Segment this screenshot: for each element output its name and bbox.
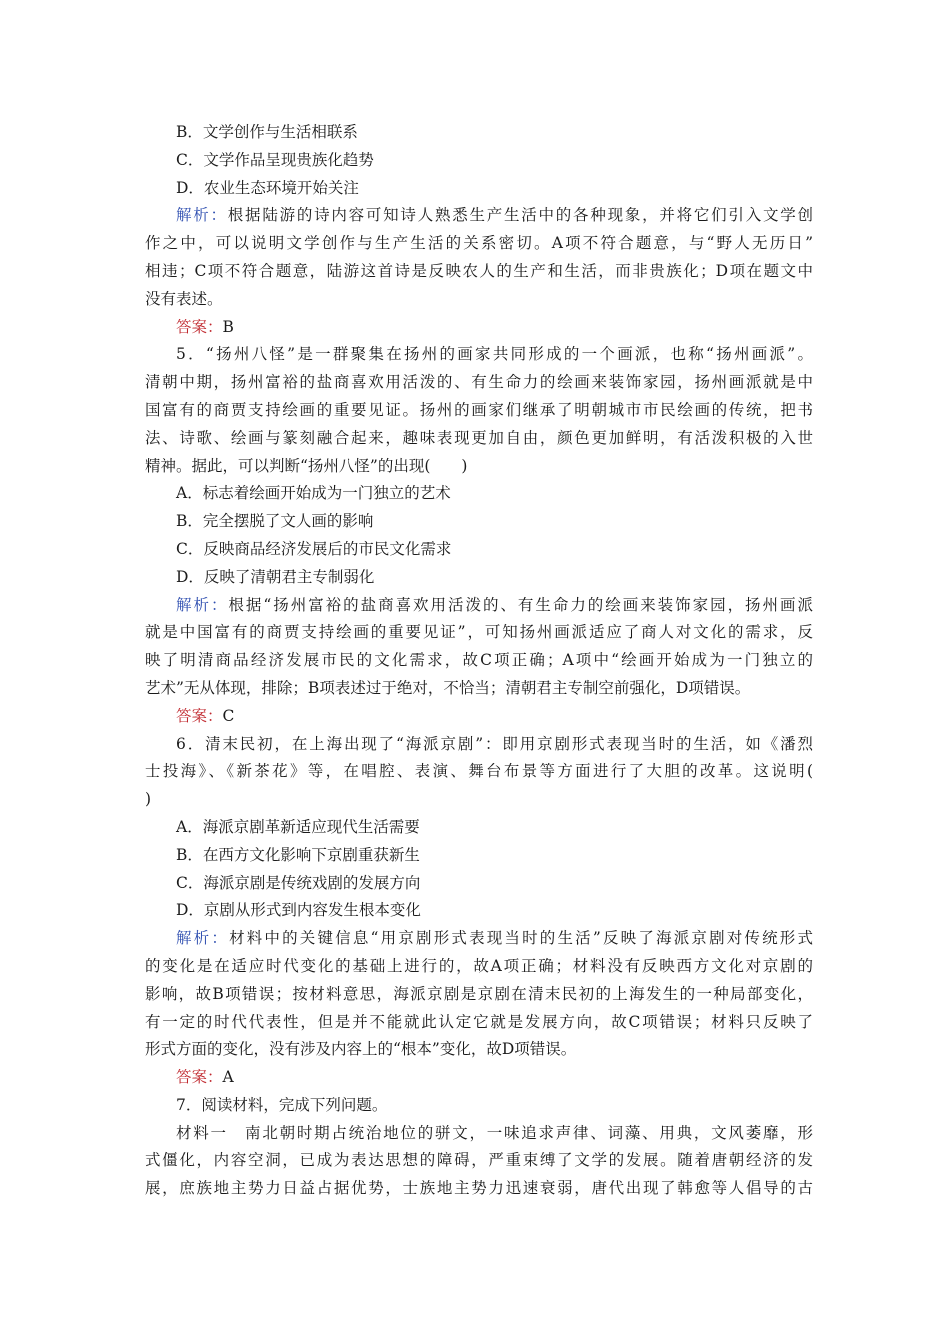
answer-label: 答案： bbox=[176, 706, 223, 725]
answer-label: 答案： bbox=[176, 1068, 223, 1087]
q4-option-b: B．文学创作与生活相联系 bbox=[176, 123, 358, 141]
analysis-label: 解析： bbox=[176, 595, 229, 614]
q5-analysis-line: 映了明清商品经济发展市民的文化需求，故C项正确；A项中“绘画开始成为一门独立的 bbox=[145, 651, 813, 670]
q6-answer bbox=[145, 1064, 813, 1092]
q6-analysis-line: 形式方面的变化，没有涉及内容上的“根本”变化，故D项错误。 bbox=[145, 1040, 577, 1059]
answer-value: A bbox=[222, 1068, 234, 1087]
q6-stem-line: 士投海》、《新茶花》等，在唱腔、表演、舞台布景等方面进行了大胆的改革。这说明( bbox=[145, 762, 813, 781]
q5-option-b: B．完全摆脱了文人画的影响 bbox=[176, 512, 374, 531]
q6-stem-line: ) bbox=[145, 790, 152, 809]
q5-stem-line: 法、诗歌、绘画与篆刻融合起来，趣味表现更加自由，颜色更加鲜明，有活泼积极的入世 bbox=[145, 428, 813, 447]
q4-analysis-line: 没有表述。 bbox=[145, 289, 223, 308]
q6-option-a: A．海派京剧革新适应现代生活需要 bbox=[176, 817, 420, 836]
q5-stem-line: 精神。据此，可以判断“扬州八怪”的出现( ) bbox=[145, 456, 468, 475]
answer-value: B bbox=[222, 317, 234, 336]
q5-answer bbox=[145, 703, 813, 731]
page-content bbox=[145, 119, 813, 1203]
q6-analysis-line: 的变化是在适应时代变化的基础上进行的，故A项正确；材料没有反映西方文化对京剧的 bbox=[145, 956, 813, 975]
q6-stem-line: 6．清末民初，在上海出现了“海派京剧”：即用京剧形式表现当时的生活，如《潘烈 bbox=[176, 734, 813, 753]
q5-option-a: A．标志着绘画开始成为一门独立的艺术 bbox=[176, 484, 451, 503]
analysis-label: 解析： bbox=[176, 206, 228, 225]
q5-stem-line: 5．“扬州八怪”是一群聚集在扬州的画家共同形成的一个画派，也称“扬州画派”。 bbox=[176, 345, 813, 364]
analysis-label: 解析： bbox=[176, 929, 230, 948]
q6-analysis-line: 有一定的时代代表性，但是并不能就此认定它就是发展方向，故C项错误；材料只反映了 bbox=[145, 1012, 813, 1031]
q5-stem-line: 清朝中期，扬州富裕的盐商喜欢用活泼的、有生命力的绘画来装饰家园，扬州画派就是中 bbox=[145, 373, 813, 392]
q4-option-c: C．文学作品呈现贵族化趋势 bbox=[176, 150, 374, 169]
q4-analysis-line: 作之中，可以说明文学创作与生产生活的关系密切。A项不符合题意，与“野人无历日” bbox=[145, 234, 813, 253]
q5-stem-line: 国富有的商贾支持绘画的重要见证。扬州的画家们继承了明朝城市市民绘画的传统，把书 bbox=[145, 400, 813, 419]
q7-material-line: 展，庶族地主势力日益占据优势，士族地主势力迅速衰弱，唐代出现了韩愈等人倡导的古 bbox=[145, 1179, 813, 1198]
q6-analysis-line: 影响，故B项错误；按材料意思，海派京剧是京剧在清末民初的上海发生的一种局部变化， bbox=[145, 984, 813, 1003]
q5-analysis-line: 解析：根据“扬州富裕的盐商喜欢用活泼的、有生命力的绘画来装饰家园，扬州画派 bbox=[176, 595, 813, 614]
answer-label: 答案： bbox=[176, 317, 223, 336]
q4-option-d: D．农业生态环境开始关注 bbox=[176, 178, 359, 197]
q5-analysis-line: 艺术”无从体现，排除；B项表述过于绝对，不恰当；清朝君主专制空前强化，D项错误。 bbox=[145, 678, 751, 697]
q7-stem: 7．阅读材料，完成下列问题。 bbox=[176, 1095, 388, 1114]
q4-answer bbox=[145, 314, 813, 342]
q4-analysis-line: 解析：根据陆游的诗内容可知诗人熟悉生产生活中的各种现象，并将它们引入文学创 bbox=[176, 206, 813, 225]
q5-analysis-line: 就是中国富有的商贾支持绘画的重要见证”，可知扬州画派适应了商人对文化的需求，反 bbox=[145, 623, 813, 642]
q6-analysis-line: 解析：材料中的关键信息“用京剧形式表现当时的生活”反映了海派京剧对传统形式 bbox=[176, 929, 813, 948]
q7-material-line: 材料一 南北朝时期占统治地位的骈文，一味追求声律、词藻、用典，文风萎靡，形 bbox=[176, 1123, 813, 1142]
q7-material-line: 式僵化，内容空洞，已成为表达思想的障碍，严重束缚了文学的发展。随着唐朝经济的发 bbox=[145, 1151, 813, 1170]
answer-value: C bbox=[222, 706, 235, 725]
q5-option-d: D．反映了清朝君主专制弱化 bbox=[176, 567, 375, 586]
q5-option-c: C．反映商品经济发展后的市民文化需求 bbox=[176, 539, 452, 558]
q6-option-d: D．京剧从形式到内容发生根本变化 bbox=[176, 901, 421, 920]
q4-analysis-line: 相违；C项不符合题意，陆游这首诗是反映农人的生产和生活，而非贵族化；D项在题文中 bbox=[145, 261, 813, 280]
q6-option-b: B．在西方文化影响下京剧重获新生 bbox=[176, 845, 420, 864]
q6-option-c: C．海派京剧是传统戏剧的发展方向 bbox=[176, 873, 421, 892]
